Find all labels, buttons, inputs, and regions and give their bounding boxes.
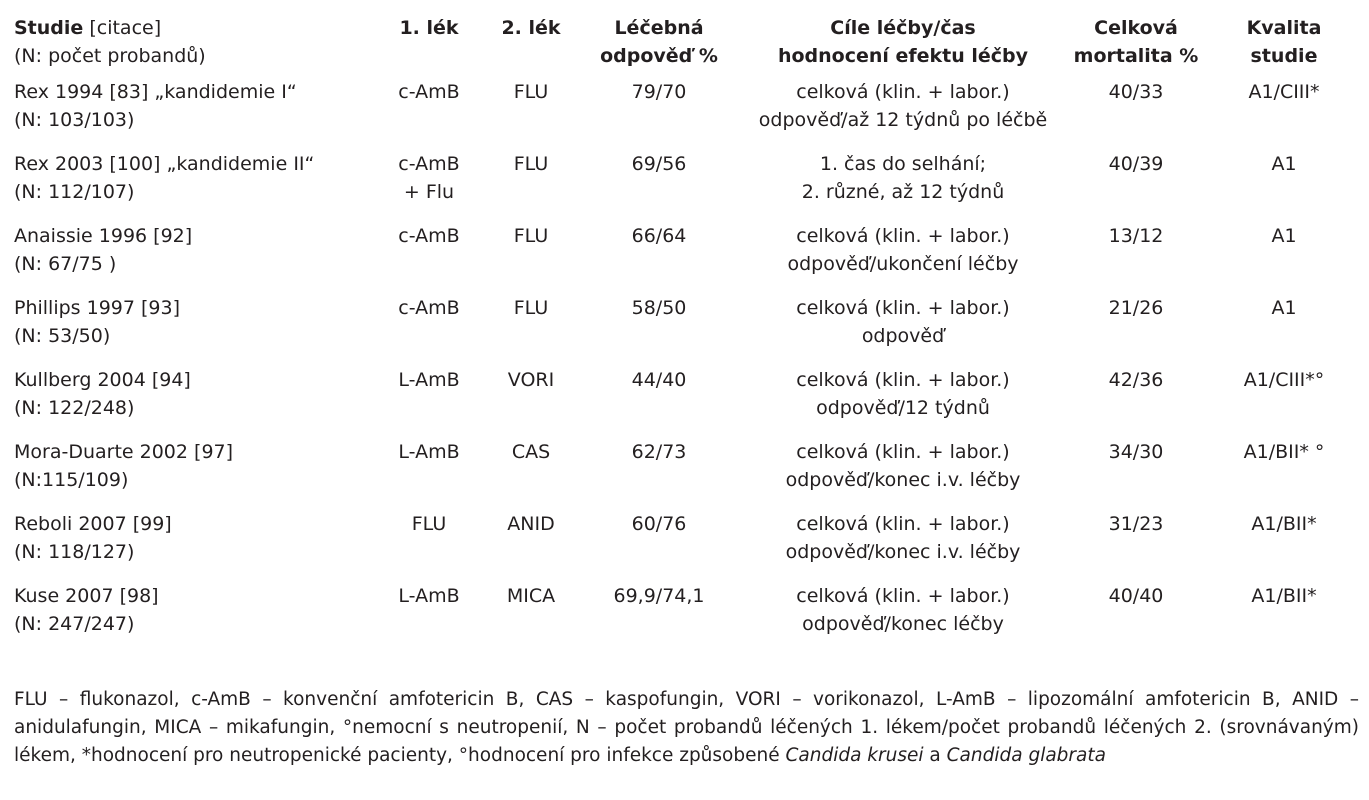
studies-table <box>14 14 1354 654</box>
cell-drug2 <box>492 222 570 294</box>
response-value: 69/56 <box>631 153 687 175</box>
mortality-value: 21/26 <box>1108 297 1164 319</box>
table-row <box>14 222 1354 294</box>
mortality-value: 40/39 <box>1108 153 1164 175</box>
table-body <box>14 78 1354 654</box>
mortality-value: 13/12 <box>1108 225 1164 247</box>
header-quality-l1: Kvalita <box>1246 17 1322 39</box>
mortality-value: 31/23 <box>1108 513 1164 535</box>
header-drug1 <box>366 14 492 78</box>
drug1-value: c-AmB <box>398 81 460 103</box>
cell-quality <box>1214 366 1354 438</box>
drug2-value: ANID <box>507 513 555 535</box>
header-goals-l2: hodnocení efektu léčby <box>777 45 1029 67</box>
goal-line1: celková (klin. + labor.) <box>796 225 1010 247</box>
cell-response <box>570 222 748 294</box>
table-row <box>14 78 1354 150</box>
cell-study <box>14 510 366 582</box>
cell-quality <box>1214 582 1354 654</box>
header-goals-l1: Cíle léčby/čas <box>830 17 976 39</box>
study-name: Rex 2003 [100] „kandidemie II“ <box>14 153 315 175</box>
mortality-value: 40/33 <box>1108 81 1164 103</box>
cell-goals <box>748 366 1058 438</box>
cell-quality <box>1214 78 1354 150</box>
header-mortality-l2: mortalita % <box>1073 45 1199 67</box>
drug1-value: c-AmB <box>398 225 460 247</box>
table-row <box>14 294 1354 366</box>
quality-value: A1 <box>1271 297 1297 319</box>
study-n: (N: 103/103) <box>14 109 135 131</box>
cell-goals <box>748 78 1058 150</box>
cell-drug2 <box>492 438 570 510</box>
study-n: (N: 247/247) <box>14 613 135 635</box>
cell-drug1 <box>366 78 492 150</box>
drug1-value: L-AmB <box>398 585 460 607</box>
goal-line1: celková (klin. + labor.) <box>796 369 1010 391</box>
response-value: 60/76 <box>631 513 687 535</box>
cell-quality <box>1214 222 1354 294</box>
drug2-value: VORI <box>507 369 555 391</box>
study-n: (N:115/109) <box>14 469 129 491</box>
response-value: 69,9/74,1 <box>613 585 705 607</box>
drug2-value: CAS <box>511 441 551 463</box>
goal-line2: odpověď/konec i.v. léčby <box>785 469 1021 491</box>
drug2-value: FLU <box>513 225 549 247</box>
cell-study <box>14 366 366 438</box>
cell-drug1 <box>366 366 492 438</box>
goal-line2: odpověď/konec léčby <box>802 613 1004 635</box>
cell-drug1 <box>366 150 492 222</box>
cell-mortality <box>1058 438 1214 510</box>
cell-drug2 <box>492 582 570 654</box>
study-name: Kullberg 2004 [94] <box>14 369 191 391</box>
cell-quality <box>1214 150 1354 222</box>
cell-quality <box>1214 438 1354 510</box>
table-row <box>14 582 1354 654</box>
drug1-value: L-AmB <box>398 369 460 391</box>
study-name: Reboli 2007 [99] <box>14 513 172 535</box>
quality-value: A1 <box>1271 225 1297 247</box>
study-n: (N: 67/75 ) <box>14 253 117 275</box>
study-n: (N: 112/107) <box>14 181 135 203</box>
cell-mortality <box>1058 222 1214 294</box>
cell-drug2 <box>492 366 570 438</box>
header-study-label: Studie <box>14 17 84 39</box>
study-name: Mora-Duarte 2002 [97] <box>14 441 234 463</box>
cell-response <box>570 294 748 366</box>
cell-study <box>14 78 366 150</box>
goal-line2: odpověď <box>861 325 945 347</box>
footnote-conjunction: a <box>923 744 947 766</box>
footnote-species-glabrata: Candida glabrata <box>946 744 1106 766</box>
goal-line1: celková (klin. + labor.) <box>796 513 1010 535</box>
header-response <box>570 14 748 78</box>
study-name: Rex 1994 [83] „kandidemie I“ <box>14 81 297 103</box>
cell-response <box>570 510 748 582</box>
cell-quality <box>1214 510 1354 582</box>
study-name: Anaissie 1996 [92] <box>14 225 193 247</box>
cell-study <box>14 222 366 294</box>
drug1-value: c-AmB <box>398 297 460 319</box>
drug1-value: c-AmB <box>398 153 460 175</box>
table-row <box>14 150 1354 222</box>
response-value: 44/40 <box>631 369 687 391</box>
cell-drug1 <box>366 510 492 582</box>
footnote-text: FLU – flukonazol, c-AmB – konvenční amfotericin B, CAS – kaspofungin, VORI – vorikonazol, L-AmB – lipozomální amfotericin B, ANID – anidulafungin, MICA – mikafungin, °nemocní s neutropenií, N – počet probandů léčených 1. lékem/počet probandů léčených 2. (srovnávaným) lékem, *hodnocení pro neutropenické pacienty, °hodnocení pro infekce způsobené <box>14 688 1359 766</box>
goal-line2: 2. různé, až 12 týdnů <box>801 181 1005 203</box>
drug2-value: MICA <box>506 585 556 607</box>
cell-goals <box>748 582 1058 654</box>
mortality-value: 34/30 <box>1108 441 1164 463</box>
quality-value: A1/BII* <box>1251 585 1317 607</box>
goal-line1: 1. čas do selhání; <box>819 153 987 175</box>
cell-response <box>570 78 748 150</box>
cell-drug1 <box>366 294 492 366</box>
cell-goals <box>748 222 1058 294</box>
header-mortality-l1: Celková <box>1094 17 1178 39</box>
drug1-value: FLU <box>411 513 447 535</box>
cell-study <box>14 582 366 654</box>
cell-quality <box>1214 294 1354 366</box>
response-value: 66/64 <box>631 225 687 247</box>
table-row <box>14 510 1354 582</box>
header-quality <box>1214 14 1354 78</box>
header-goals <box>748 14 1058 78</box>
goal-line2: odpověď/až 12 týdnů po léčbě <box>758 109 1048 131</box>
study-n: (N: 122/248) <box>14 397 135 419</box>
cell-response <box>570 366 748 438</box>
cell-drug2 <box>492 510 570 582</box>
header-drug2 <box>492 14 570 78</box>
cell-goals <box>748 150 1058 222</box>
quality-value: A1/CIII* <box>1248 81 1320 103</box>
mortality-value: 40/40 <box>1108 585 1164 607</box>
study-name: Kuse 2007 [98] <box>14 585 159 607</box>
cell-response <box>570 150 748 222</box>
table-header-row <box>14 14 1354 78</box>
cell-drug1 <box>366 222 492 294</box>
cell-mortality <box>1058 510 1214 582</box>
drug2-value: FLU <box>513 153 549 175</box>
quality-value: A1/CIII*° <box>1243 369 1325 391</box>
footnote-species-krusei: Candida krusei <box>785 744 924 766</box>
mortality-value: 42/36 <box>1108 369 1164 391</box>
goal-line1: celková (klin. + labor.) <box>796 441 1010 463</box>
header-mortality <box>1058 14 1214 78</box>
header-study <box>14 14 366 78</box>
cell-goals <box>748 438 1058 510</box>
cell-mortality <box>1058 78 1214 150</box>
goal-line1: celková (klin. + labor.) <box>796 585 1010 607</box>
goal-line2: odpověď/ukončení léčby <box>787 253 1019 275</box>
header-drug2-label: 2. lék <box>501 17 561 39</box>
cell-goals <box>748 510 1058 582</box>
cell-mortality <box>1058 366 1214 438</box>
cell-drug2 <box>492 150 570 222</box>
cell-study <box>14 294 366 366</box>
goal-line1: celková (klin. + labor.) <box>796 297 1010 319</box>
header-drug1-label: 1. lék <box>399 17 459 39</box>
cell-drug2 <box>492 78 570 150</box>
study-n: (N: 53/50) <box>14 325 111 347</box>
response-value: 58/50 <box>631 297 687 319</box>
table-row <box>14 366 1354 438</box>
header-response-l2: odpověď % <box>600 45 718 67</box>
cell-mortality <box>1058 294 1214 366</box>
table-footnote <box>14 686 1359 770</box>
quality-value: A1/BII* ° <box>1243 441 1325 463</box>
drug1-extra: + Flu <box>403 181 455 203</box>
cell-goals <box>748 294 1058 366</box>
quality-value: A1 <box>1271 153 1297 175</box>
response-value: 62/73 <box>631 441 687 463</box>
cell-response <box>570 582 748 654</box>
header-quality-l2: studie <box>1250 45 1318 67</box>
cell-drug1 <box>366 438 492 510</box>
study-name: Phillips 1997 [93] <box>14 297 181 319</box>
goal-line1: celková (klin. + labor.) <box>796 81 1010 103</box>
cell-response <box>570 438 748 510</box>
drug2-value: FLU <box>513 81 549 103</box>
goal-line2: odpověď/konec i.v. léčby <box>785 541 1021 563</box>
drug2-value: FLU <box>513 297 549 319</box>
header-response-l1: Léčebná <box>614 17 704 39</box>
header-study-sub: (N: počet probandů) <box>14 45 206 67</box>
study-n: (N: 118/127) <box>14 541 135 563</box>
cell-mortality <box>1058 582 1214 654</box>
goal-line2: odpověď/12 týdnů <box>816 397 990 419</box>
cell-drug2 <box>492 294 570 366</box>
table-row <box>14 438 1354 510</box>
response-value: 79/70 <box>631 81 687 103</box>
quality-value: A1/BII* <box>1251 513 1317 535</box>
cell-study <box>14 150 366 222</box>
cell-mortality <box>1058 150 1214 222</box>
drug1-value: L-AmB <box>398 441 460 463</box>
header-study-citation: [citace] <box>83 17 162 39</box>
cell-drug1 <box>366 582 492 654</box>
cell-study <box>14 438 366 510</box>
